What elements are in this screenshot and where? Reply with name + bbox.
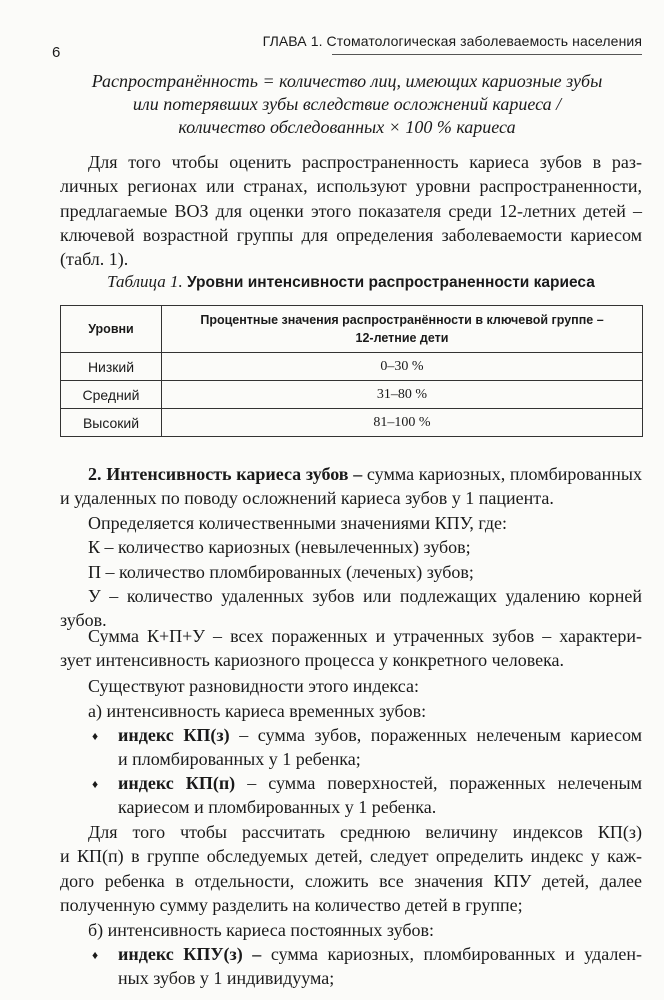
text-line: ных зубов у 1 индивидуума;	[118, 968, 335, 989]
section2-text: сумма кариозных, пломбированных	[362, 464, 642, 484]
text-line: и удаленных по поводу осложнений кариеса зубов у 1 пациента.	[60, 488, 554, 509]
text-line: и пломбированных у 1 ребенка;	[118, 749, 361, 770]
bullet-kpu	[118, 942, 642, 991]
bullet-icon: ♦	[92, 729, 99, 743]
kpu-definitions	[60, 511, 642, 632]
b-intro	[60, 918, 642, 942]
table-caption	[60, 272, 642, 292]
text-line: Для того чтобы оценить распространенность кариеса зубов в раз-	[88, 152, 642, 172]
bullet-term: индекс КПУ(з) –	[118, 944, 262, 964]
value-cell: 81–100 %	[162, 409, 643, 437]
a-intro	[60, 699, 642, 723]
bullet-kpz	[118, 723, 642, 772]
header-divider	[332, 54, 642, 55]
text-line: зубов.	[60, 610, 107, 631]
text-line: (табл. 1).	[60, 249, 129, 270]
table-header-row	[61, 306, 643, 353]
text-line: У – количество удаленных зубов или подлежащих удалению корней	[88, 585, 642, 606]
page-number: 6	[52, 44, 61, 61]
prevalence-table	[60, 305, 643, 437]
header-percent	[162, 306, 643, 353]
text-line: Для того чтобы рассчитать среднюю величину индексов КП(з)	[88, 822, 642, 842]
bullet-text: – сумма поверхностей, пораженных нелеченым	[235, 773, 642, 793]
text-line: дого ребенка в отдельности, сложить все значения КПУ детей, далее	[60, 870, 642, 891]
text-line	[118, 723, 642, 747]
text-line: личных регионах или странах, используют уровни распространенности,	[60, 176, 642, 197]
header-percent-line: Процентные значения распространённости в ключевой группе –	[200, 313, 604, 327]
level-cell: Высокий	[61, 409, 162, 437]
section2-term: 2. Интенсивность кариеса зубов –	[88, 464, 363, 484]
table-caption-title: Уровни интенсивности распространенности кариеса	[186, 274, 595, 291]
bullet-text: – сумма зубов, пораженных нелеченым кариесом	[229, 725, 643, 745]
table-row	[61, 353, 643, 381]
chapter-title: ГЛАВА 1. Стоматологическая заболеваемость населения	[262, 33, 642, 49]
sum-paragraph	[60, 624, 642, 673]
bullet-icon: ♦	[92, 777, 99, 791]
section2-paragraph	[60, 462, 642, 511]
text-line	[118, 771, 642, 795]
text-line: полученную сумму разделить на количество детей в группе;	[60, 894, 523, 915]
text-line: К – количество кариозных (невылеченных) зубов;	[88, 537, 471, 558]
text-line: и КП(п) в группе обследуемых детей, следует определить индекс у каж-	[60, 846, 642, 867]
text-line: б) интенсивность кариеса постоянных зубов:	[88, 920, 435, 940]
value-cell: 31–80 %	[162, 381, 643, 409]
header-percent-line: 12-летние дети	[355, 331, 449, 345]
text-line: Сумма К+П+У – всех пораженных и утраченных зубов – характери-	[88, 626, 642, 646]
bullet-kpp	[118, 771, 642, 820]
bullet-term: индекс КП(з)	[118, 725, 230, 745]
average-paragraph	[60, 820, 642, 917]
text-line: а) интенсивность кариеса временных зубов:	[88, 701, 427, 721]
text-line: ключевой возрастной группы для определения заболеваемости кариесом	[60, 224, 642, 245]
formula-line: количество обследованных × 100 % кариеса	[178, 117, 516, 137]
table-row	[61, 409, 643, 437]
prevalence-formula	[60, 70, 634, 139]
text-line: Существуют разновидности этого индекса:	[88, 676, 419, 696]
text-line: Определяется количественными значениями КПУ, где:	[88, 513, 508, 533]
value-cell: 0–30 %	[162, 353, 643, 381]
level-cell: Средний	[61, 381, 162, 409]
text-line: зует интенсивность кариозного процесса у конкретного человека.	[60, 650, 565, 671]
table-row	[61, 381, 643, 409]
text-line: кариесом и пломбированных у 1 ребенка.	[118, 797, 437, 818]
level-cell: Низкий	[61, 353, 162, 381]
formula-line: или потерявших зубы вследствие осложнений кариеса /	[132, 94, 562, 114]
table-caption-label: Таблица 1.	[107, 272, 183, 291]
text-line: П – количество пломбированных (леченых) зубов;	[88, 561, 474, 582]
header-levels: Уровни	[61, 306, 162, 353]
text-line	[118, 942, 642, 966]
formula-line: Распространённость = количество лиц, имеющих кариозные зубы	[91, 71, 603, 91]
variants-paragraph	[60, 674, 642, 698]
text-line: предлагаемые ВОЗ для оценки этого показателя среди 12-летних детей –	[60, 200, 642, 221]
bullet-term: индекс КП(п)	[118, 773, 236, 793]
intro-paragraph	[60, 150, 642, 271]
text-line	[60, 462, 642, 486]
bullet-icon: ♦	[92, 948, 99, 962]
bullet-text: сумма кариозных, пломбированных и удален-	[261, 944, 643, 964]
